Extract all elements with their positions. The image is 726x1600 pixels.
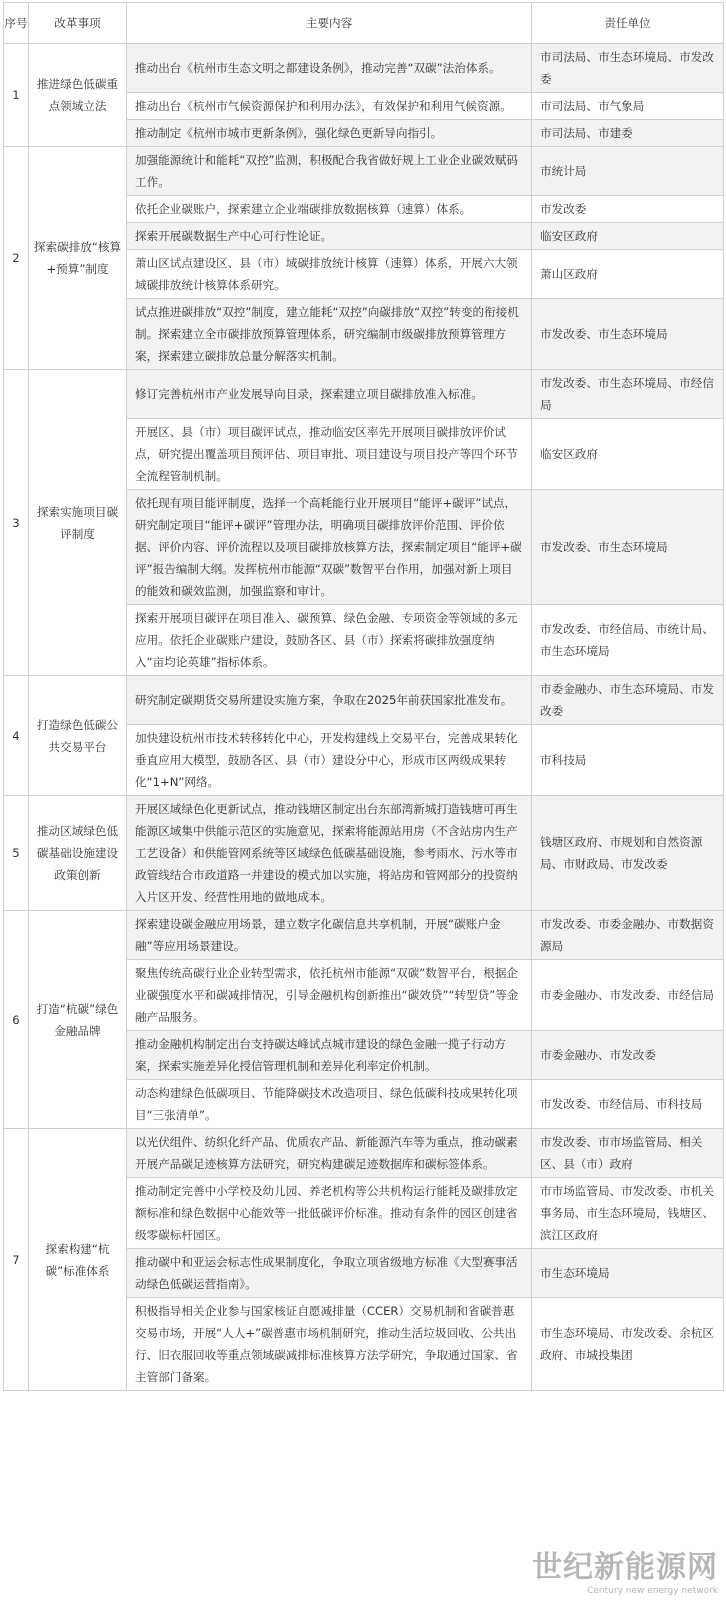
- table-row: [4, 1129, 724, 1178]
- watermark-logo: 世纪新能源网 Century new energy network: [532, 1550, 718, 1596]
- table-row: [4, 796, 724, 911]
- row-number: 7: [4, 1129, 29, 1391]
- responsible-unit-cell: 市发改委、市经信局、市科技局: [532, 1080, 724, 1129]
- header-item: 改革事项: [29, 3, 127, 44]
- header-content: 主要内容: [127, 3, 532, 44]
- main-content-cell: 依托现有项目能评制度，选择一个高耗能行业开展项目“能评+碳评”试点，研究制定项目“能评+碳评”管理办法，明确项目碳排放评价范围、评价依据、评价内容、评价流程以及项目碳排放核算方法，探索制定项目“能评+碳评”报告编制大纲。发挥杭州市能源“双碳”数智平台作用，加强对新上项目的能效和碳效监测，加强监察和审计。: [127, 490, 532, 605]
- main-content-cell: 依托企业碳账户，探索建立企业端碳排放数据核算（速算）体系。: [127, 196, 532, 223]
- reform-item: 探索碳排放“核算+预算”制度: [29, 147, 127, 370]
- table-row: [4, 147, 724, 196]
- responsible-unit-cell: 市委金融办、市发改委: [532, 1031, 724, 1080]
- responsible-unit-cell: 萧山区政府: [532, 250, 724, 299]
- responsible-unit-cell: 市司法局、市气象局: [532, 93, 724, 120]
- main-content-cell: 加强能源统计和能耗“双控”监测，积极配合我省做好规上工业企业碳效赋码工作。: [127, 147, 532, 196]
- main-content-cell: 探索建设碳金融应用场景，建立数字化碳信息共享机制，开展“碳账户金融”等应用场景建设。: [127, 911, 532, 960]
- reform-table: [3, 2, 724, 1391]
- reform-item: 探索实施项目碳评制度: [29, 370, 127, 676]
- responsible-unit-cell: 市发改委、市生态环境局: [532, 490, 724, 605]
- main-content-cell: 开展区、县（市）项目碳评试点，推动临安区率先开展项目碳排放评价试点，研究提出覆盖项目预评估、项目审批、项目建设与项目投产等四个环节全流程管制机制。: [127, 419, 532, 490]
- responsible-unit-cell: 市发改委、市经信局、市统计局、市生态环境局: [532, 605, 724, 676]
- responsible-unit-cell: 市司法局、市生态环境局、市发改委: [532, 44, 724, 93]
- reform-item: 推进绿色低碳重点领域立法: [29, 44, 127, 147]
- main-content-cell: 推动制定完善中小学校及幼儿园、养老机构等公共机构运行能耗及碳排放定额标准和绿色数据中心能效等一批低碳评价标准。推动有条件的园区创建省级零碳标杆园区。: [127, 1178, 532, 1249]
- main-content-cell: 推动碳中和亚运会标志性成果制度化，争取立项省级地方标准《大型赛事活动绿色低碳运营指南》。: [127, 1249, 532, 1298]
- responsible-unit-cell: 市生态环境局、市发改委、余杭区政府、市城投集团: [532, 1298, 724, 1391]
- main-content-cell: 探索开展项目碳评在项目准入、碳预算、绿色金融、专项资金等领域的多元应用。依托企业碳账户建设，鼓励各区、县（市）探索将碳排放强度纳入“亩均论英雄”指标体系。: [127, 605, 532, 676]
- row-number: 5: [4, 796, 29, 911]
- main-content-cell: 推动出台《杭州市气候资源保护和利用办法》，有效保护和利用气候资源。: [127, 93, 532, 120]
- main-content-cell: 聚焦传统高碳行业企业转型需求，依托杭州市能源“双碳”数智平台，根据企业碳强度水平和碳减排情况，引导金融机构创新推出“碳效贷”“转型贷”等金融产品服务。: [127, 960, 532, 1031]
- main-content-cell: 研究制定碳期货交易所建设实施方案，争取在2025年前获国家批准发布。: [127, 676, 532, 725]
- responsible-unit-cell: 临安区政府: [532, 419, 724, 490]
- main-content-cell: 推动金融机构制定出台支持碳达峰试点城市建设的绿色金融一揽子行动方案，探索实施差异化授信管理机制和差异化利率定价机制。: [127, 1031, 532, 1080]
- table-row: [4, 911, 724, 960]
- row-number: 2: [4, 147, 29, 370]
- main-content-cell: 推动出台《杭州市生态文明之都建设条例》，推动完善“双碳”法治体系。: [127, 44, 532, 93]
- responsible-unit-cell: 市司法局、市建委: [532, 120, 724, 147]
- table-row: [4, 44, 724, 93]
- responsible-unit-cell: 临安区政府: [532, 223, 724, 250]
- table-row: [4, 370, 724, 419]
- main-content-cell: 开展区域绿色化更新试点，推动钱塘区制定出台东部湾新城打造钱塘可再生能源区域集中供能示范区的实施意见，探索将能源站用房（不含站房内生产工艺设备）和供能管网系统等区域绿色低碳基础设施，参考雨水、污水等市政管线结合市政道路一并建设的模式加以实施，将站房和管网部分的投资纳入片区开发、经营性用地的做地成本。: [127, 796, 532, 911]
- reform-item: 探索构建“杭碳”标准体系: [29, 1129, 127, 1391]
- main-content-cell: 探索开展碳数据生产中心可行性论证。: [127, 223, 532, 250]
- main-content-cell: 积极指导相关企业参与国家核证自愿减排量（CCER）交易机制和省碳普惠交易市场，开展“人人+”碳普惠市场机制研究，推动生活垃圾回收、公共出行、旧衣服回收等重点领域碳减排标准核算方法学研究，争取通过国家、省主管部门备案。: [127, 1298, 532, 1391]
- header-no: 序号: [4, 3, 29, 44]
- main-content-cell: 试点推进碳排放“双控”制度，建立能耗“双控”向碳排放“双控”转变的衔接机制。探索建立全市碳排放预算管理体系，研究编制市级碳排放预算管理方案，探索建立碳排放总量分解落实机制。: [127, 299, 532, 370]
- table-header-row: [4, 3, 724, 44]
- table-body: [4, 44, 724, 1391]
- table-row: [4, 676, 724, 725]
- reform-item: 推动区域绿色低碳基础设施建设政策创新: [29, 796, 127, 911]
- reform-item: 打造“杭碳”绿色金融品牌: [29, 911, 127, 1129]
- responsible-unit-cell: 市市场监管局、市发改委、市机关事务局、市生态环境局，钱塘区、滨江区政府: [532, 1178, 724, 1249]
- responsible-unit-cell: 钱塘区政府、市规划和自然资源局、市财政局、市发改委: [532, 796, 724, 911]
- row-number: 1: [4, 44, 29, 147]
- main-content-cell: 修订完善杭州市产业发展导向目录，探索建立项目碳排放准入标准。: [127, 370, 532, 419]
- main-content-cell: 推动制定《杭州市城市更新条例》，强化绿色更新导向指引。: [127, 120, 532, 147]
- main-content-cell: 以光伏组件、纺织化纤产品、优质农产品、新能源汽车等为重点，推动碳素开展产品碳足迹核算方法研究，研究构建碳足迹数据库和碳标签体系。: [127, 1129, 532, 1178]
- responsible-unit-cell: 市统计局: [532, 147, 724, 196]
- responsible-unit-cell: 市委金融办、市生态环境局、市发改委: [532, 676, 724, 725]
- responsible-unit-cell: 市发改委、市市场监管局、相关区、县（市）政府: [532, 1129, 724, 1178]
- main-content-cell: 动态构建绿色低碳项目、节能降碳技术改造项目、绿色低碳科技成果转化项目“三张清单”。: [127, 1080, 532, 1129]
- responsible-unit-cell: 市发改委、市生态环境局: [532, 299, 724, 370]
- responsible-unit-cell: 市科技局: [532, 725, 724, 796]
- reform-item: 打造绿色低碳公共交易平台: [29, 676, 127, 796]
- responsible-unit-cell: 市发改委: [532, 196, 724, 223]
- row-number: 4: [4, 676, 29, 796]
- responsible-unit-cell: 市生态环境局: [532, 1249, 724, 1298]
- row-number: 6: [4, 911, 29, 1129]
- row-number: 3: [4, 370, 29, 676]
- responsible-unit-cell: 市委金融办、市发改委、市经信局: [532, 960, 724, 1031]
- main-content-cell: 萧山区试点建设区、县（市）域碳排放统计核算（速算）体系，开展六大领域碳排放统计核算体系研究。: [127, 250, 532, 299]
- main-content-cell: 加快建设杭州市技术转移转化中心，开发构建线上交易平台，完善成果转化垂直应用大模型，鼓励各区、县（市）建设分中心，形成市区两级成果转化“1+N”网络。: [127, 725, 532, 796]
- responsible-unit-cell: 市发改委、市生态环境局、市经信局: [532, 370, 724, 419]
- header-unit: 责任单位: [532, 3, 724, 44]
- document-page: [3, 2, 723, 1391]
- responsible-unit-cell: 市发改委、市委金融办、市数据资源局: [532, 911, 724, 960]
